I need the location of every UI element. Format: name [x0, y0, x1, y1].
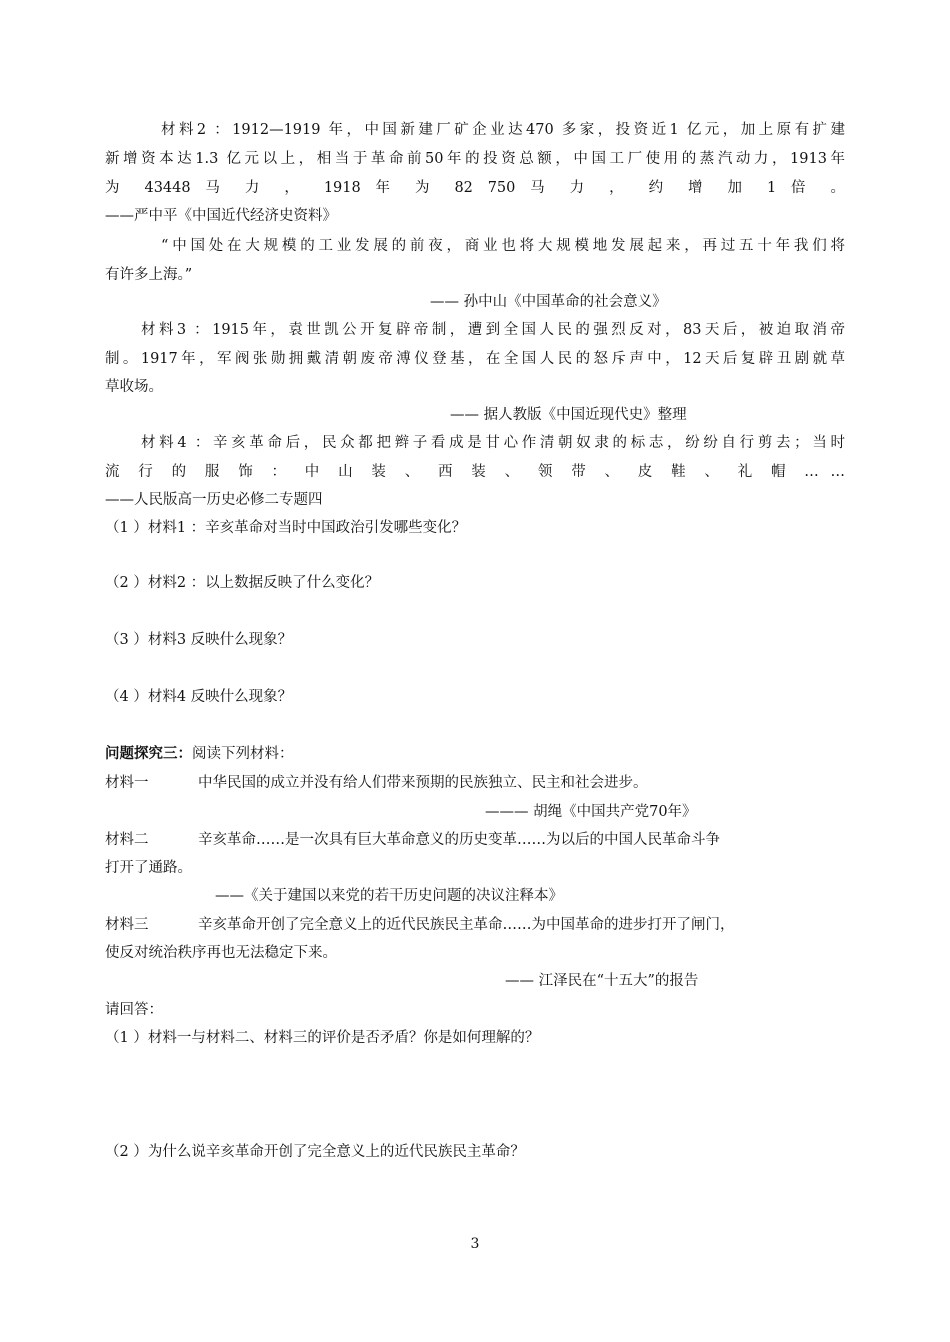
material1-label: 材料一 [105, 775, 149, 791]
section3-intro: 阅读下列材料： [192, 746, 294, 762]
material2-line-1: 材料2 ：1912—1919 年，中国新建厂矿企业达470 多家，投资近1 亿元，加上原有扩建 [161, 122, 845, 138]
material4-line-1: 材料4 ：辛亥革命后，民众都把辫子看成是甘心作清朝奴隶的标志，纷纷自行剪去；当时 [141, 435, 845, 451]
material2b-text-cont: 打开了通路。 [105, 860, 192, 876]
section3-material3 [105, 915, 855, 935]
section3-material2 [105, 830, 847, 850]
material2-line-2: 新增资本达1.3 亿元以上，相当于革命前50年的投资总额，中国工厂使用的蒸汽动力，1913年 [105, 151, 845, 167]
material2b-text: 辛亥革命……是一次具有巨大革命意义的历史变革……为以后的中国人民革命斗争 [198, 832, 720, 848]
question-3: （3 ）材料3 反映什么现象？ [105, 632, 293, 648]
material2b-source: ——《关于建国以来党的若干历史问题的决议注释本》 [215, 888, 563, 904]
answer-prompt: 请回答： [105, 1002, 163, 1018]
material2-source: ——严中平《中国近代经济史资料》 [105, 208, 337, 224]
material4-source: ——人民版高一历史必修二专题四 [105, 492, 323, 508]
material4-line-2: 流 行 的 服 饰 ： 中 山 装 、 西 装 、 领 带 、 皮 鞋 、 礼 帽 … … [105, 464, 845, 480]
question-1: （1 ）材料1 ：辛亥革命对当时中国政治引发哪些变化？ [105, 520, 467, 536]
material3-source: —— 据人教版《中国近现代史》整理 [450, 407, 687, 423]
quote-source: —— 孙中山《中国革命的社会意义》 [430, 294, 667, 310]
section3-material1 [105, 773, 845, 793]
quote-line-2: 有许多上海。” [105, 267, 193, 283]
material3b-text: 辛亥革命开创了完全意义上的近代民族民主革命……为中国革命的进步打开了闸门， [198, 917, 735, 933]
material3-line-1: 材料3 ：1915年，袁世凯公开复辟帝制，遭到全国人民的强烈反对，83天后，被迫取消帝 [141, 322, 845, 338]
section3-title: 问题探究三： [105, 745, 192, 762]
material2b-label: 材料二 [105, 832, 149, 848]
material1-source: ——— 胡绳《中国共产党70年》 [485, 804, 697, 820]
section3-question-1: （1 ）材料一与材料二、材料三的评价是否矛盾？你是如何理解的？ [105, 1030, 540, 1046]
material3b-text-cont: 使反对统治秩序再也无法稳定下来。 [105, 945, 337, 961]
material3b-source: —— 江泽民在“十五大”的报告 [505, 973, 699, 989]
material3-line-3: 草收场。 [105, 379, 163, 395]
section3-question-2: （2 ）为什么说辛亥革命开创了完全意义上的近代民族民主革命？ [105, 1144, 525, 1160]
material3b-label: 材料三 [105, 917, 149, 933]
section3-heading [105, 744, 845, 764]
material1-text: 中华民国的成立并没有给人们带来预期的民族独立、民主和社会进步。 [198, 775, 648, 791]
page-number: 3 [470, 1236, 480, 1252]
quote-line-1: “中国处在大规模的工业发展的前夜，商业也将大规模地发展起来，再过五十年我们将 [161, 238, 845, 254]
question-2: （2 ）材料2 ：以上数据反映了什么变化？ [105, 575, 380, 591]
material3-line-2: 制。1917年，军阀张勋拥戴清朝废帝溥仪登基，在全国人民的怒斥声中，12天后复辟丑剧就草 [105, 351, 845, 367]
question-4: （4 ）材料4 反映什么现象？ [105, 689, 293, 705]
material2-line-3: 为 43448 马 力 ， 1918 年 为 82 750 马 力 ， 约 增 加 1 倍 。 [105, 180, 845, 196]
